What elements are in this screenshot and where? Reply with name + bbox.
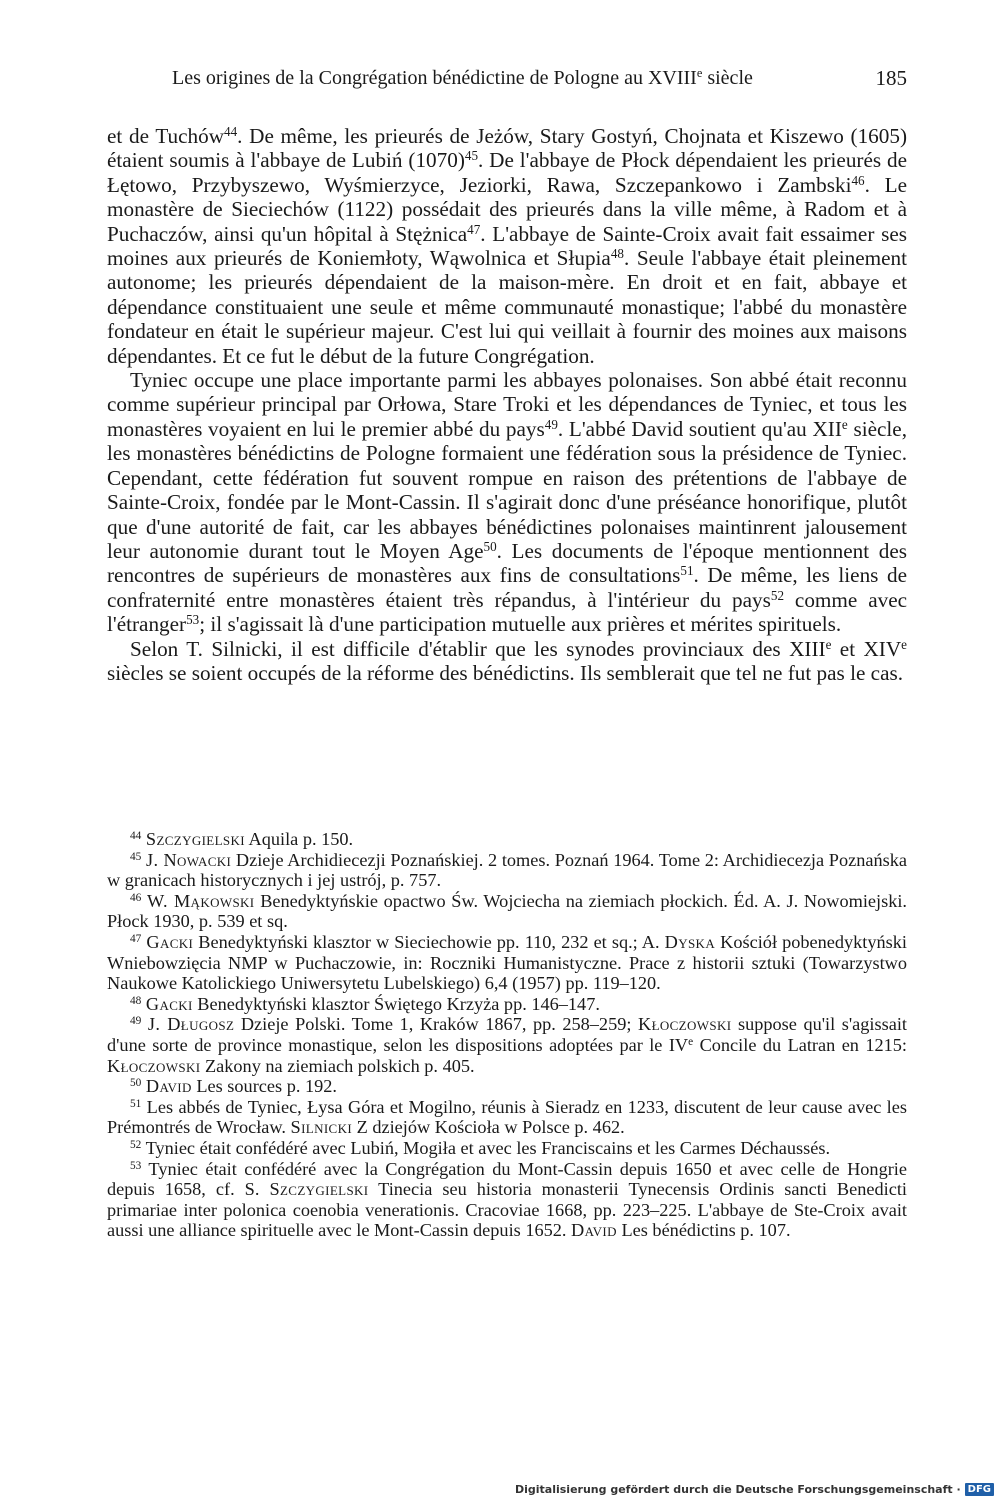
footnote-author: Szczygielski	[145, 829, 245, 849]
p1-text: . De l'abbaye de Płock dépendaient les prieurés de Łętowo, Przybyszewo, Wyśmierzyce, Jeziorki, Rawa, Szczepankowo i Zambski	[107, 148, 907, 197]
paragraph-3	[107, 637, 907, 686]
credit-text: Digitalisierung gefördert durch die Deutsche Forschungsgemeinschaft ·	[514, 1482, 961, 1496]
century-sup: e	[825, 636, 832, 652]
footnote-author: Kłoczowski	[638, 1014, 732, 1035]
footnote-text: Z dziejów Kościoła w Polsce p. 462.	[352, 1117, 625, 1138]
page-number: 185	[875, 66, 907, 90]
footnote-ref-50: 50	[483, 538, 497, 554]
footnote-52	[107, 1138, 907, 1159]
footnote-ref-48: 48	[610, 245, 624, 261]
p1-text: . Seule l'abbaye était pleinement autonome; les prieurés dépendaient de la maison-mère. En droit et en fait, abbaye et dépendance constituaient une seule et même communauté monastique; l'abbé du monastère fondateur en était le supérieur majeur. C'est lui qui veillait à fournir des moines aux maisons dépendantes. Et ce fut le début de la future Congrégation.	[107, 246, 907, 368]
footnote-text: Aquila p. 150.	[244, 829, 354, 849]
running-title-text-end: siècle	[702, 67, 753, 89]
footnote-number: 50	[130, 1076, 142, 1089]
footnote-text: Les sources p. 192.	[191, 1076, 337, 1097]
footnote-48	[107, 994, 907, 1015]
footnote-47	[107, 932, 907, 994]
footnote-author: David	[571, 1220, 617, 1241]
footnote-number: 51	[130, 1097, 142, 1110]
footnote-author: Dyska	[664, 931, 716, 952]
footnote-ref-46: 46	[851, 172, 865, 188]
footnote-ref-53: 53	[186, 611, 200, 627]
footnote-number: 44	[130, 829, 142, 842]
footnote-author: David	[145, 1076, 192, 1097]
p2-text: . De même, les liens de confraternité entre monastères étaient très répandus, à l'intérieur du pays	[107, 563, 907, 612]
footnote-46	[107, 891, 907, 932]
p1-text: et de Tuchów	[107, 124, 225, 148]
digitization-credit	[515, 1480, 994, 1498]
century-sup: e	[841, 416, 848, 432]
footnote-ref-44: 44	[224, 123, 238, 139]
footnote-ref-51: 51	[680, 563, 694, 579]
running-title-sup: e	[696, 66, 703, 81]
p3-text: siècles se soient occupés de la réforme des bénédictins. Ils semblerait que tel ne fut pas le cas.	[107, 660, 904, 685]
footnote-53	[107, 1159, 907, 1241]
footnote-text: Benedyktyński klasztor Świętego Krzyża pp. 146–147.	[192, 993, 600, 1014]
footnote-text: Tinecia seu historia monasterii Tynecensis Ordinis sancti Benedicti primariae inter polonica coenobia venerationis. Cracoviae 1668, pp. 223–225. L'abbaye de Ste-Croix avait aussi une alliance spirituelle avec le Mont-Cassin depuis 1652.	[107, 1179, 907, 1241]
footnote-text: Benedyktyński klasztor w Sieciechowie pp. 110, 232 et sq.; A.	[193, 931, 665, 952]
century-sup: e	[901, 636, 907, 652]
ordinal-sup: e	[688, 1035, 694, 1048]
footnote-text: Tyniec était confédéré avec Lubiń, Mogiła et avec les Franciscains et les Carmes Déchaussés.	[141, 1137, 831, 1158]
paragraph-2	[107, 368, 907, 636]
footnote-author: J. Długosz	[147, 1014, 235, 1035]
footnote-text: Concile du Latran en 1215:	[693, 1034, 908, 1055]
footnote-text: Kościół pobenedyktyński Wniebowzięcia NMP w Puchaczowie, in: Roczniki Humanistyczne. Prace z historii sztuki (Towarzystwo Naukowe Katolickiego Uniwersytetu Lubelskiego) 6,4 (1957) pp. 119–120.	[107, 931, 907, 994]
footnote-number: 45	[130, 850, 142, 863]
footnote-author: J. Nowacki	[146, 849, 232, 870]
footnote-number: 53	[130, 1159, 142, 1172]
footnote-number: 52	[130, 1138, 142, 1151]
footnote-text: Tyniec était confédéré avec la Congrégation du Mont-Cassin depuis 1650 et avec celle de Hongrie depuis 1658, cf. S.	[107, 1158, 907, 1200]
footnote-49	[107, 1014, 907, 1076]
footnote-text: Dzieje Polski. Tome 1, Kraków 1867, pp. 258–259;	[234, 1014, 638, 1035]
body-text	[107, 124, 907, 685]
footnote-51	[107, 1097, 907, 1138]
footnote-text: suppose qu'il s'agissait d'une sorte de province monastique, selon les dispositions adoptées par le IV	[107, 1014, 907, 1055]
p2-text: ; il s'agissait là d'une participation mutuelle aux prières et mérites spirituels.	[199, 612, 842, 637]
footnote-author: Gacki	[145, 993, 193, 1014]
footnotes	[107, 829, 907, 1241]
footnote-author: Kłoczowski	[107, 1055, 201, 1076]
p2-text: Tyniec occupe une place importante parmi les abbayes polonaises. Son abbé était reconnu comme supérieur principal par Orłowa, Stare Troki et les dépendances de Tyniec, et tous les monastères voyaient en lui le premier abbé du pays	[107, 368, 907, 441]
footnote-text: Les bénédictins p. 107.	[616, 1220, 791, 1241]
p2-text: comme avec l'étranger	[107, 587, 908, 637]
footnote-text: Benedyktyńskie opactwo Św. Wojciecha na ziemiach płockich. Éd. A. J. Nowomiejski. Płock 1930, p. 539 et sq.	[107, 890, 907, 932]
footnote-number: 48	[130, 994, 142, 1007]
footnote-ref-47: 47	[467, 221, 481, 237]
footnote-ref-49: 49	[544, 416, 558, 432]
footnote-ref-45: 45	[464, 148, 479, 164]
footnote-text: Zakony na ziemiach polskich p. 405.	[200, 1055, 475, 1076]
footnote-50	[107, 1076, 907, 1097]
dfg-logo-icon: DFG	[965, 1483, 994, 1496]
footnote-author: Szczygielski	[269, 1179, 369, 1200]
p1-text: . L'abbaye de Sainte-Croix avait fait essaimer ses moines aux prieurés de Koniemłoty, Wąwolnica et Słupia	[107, 221, 907, 271]
footnote-number: 49	[130, 1015, 142, 1028]
footnote-text: Les abbés de Tyniec, Łysa Góra et Mogilno, réunis à Sieradz en 1233, discutent de leur cause avec les Prémontrés de Wrocław.	[107, 1096, 907, 1138]
footnote-45	[107, 850, 907, 891]
footnote-44	[107, 829, 907, 850]
footnote-ref-52: 52	[770, 587, 784, 603]
p3-text: et XIV	[831, 636, 902, 661]
p2-text: . Les documents de l'époque mentionnent des rencontres de supérieurs de monastères aux fins de consultations	[107, 538, 907, 588]
p2-text: . L'abbé David soutient qu'au XII	[557, 416, 842, 441]
p1-text: . Le monastère de Sieciechów (1122) possédait des prieurés dans la ville même, à Radom et à Puchaczów, ainsi qu'un hôpital à Stężnica	[107, 172, 907, 246]
paragraph-1	[107, 124, 907, 368]
footnote-author: Gacki	[146, 931, 194, 952]
p3-text: Selon T. Silnicki, il est difficile d'établir que les synodes provinciaux des XIII	[130, 636, 826, 661]
footnote-text: Dzieje Archidiecezji Poznańskiej. 2 tomes. Poznań 1964. Tome 2: Archidiecezja Poznańska w granicach historycznych i jej ustrój, p. 757.	[107, 849, 907, 891]
running-title	[172, 66, 753, 90]
footnote-author: Silnicki	[290, 1117, 353, 1138]
p2-text: siècle, les monastères bénédictins de Pologne formaient une fédération sous la présidence de Tyniec. Cependant, cette fédération fut souvent rompue en raison des prétentions de l'abbaye de Sainte-Croix, fondée par le Mont-Cassin. Il s'agirait donc d'une préséance honorifique, plutôt que d'une autorité de fait, car les abbayes bénédictines polonaises maintinrent jalousement leur autonomie durant tout le Moyen Age	[107, 416, 908, 563]
footnote-number: 46	[130, 891, 142, 904]
footnote-number: 47	[130, 932, 142, 945]
p1-text: . De même, les prieurés de Jeżów, Stary Gostyń, Chojnata et Kiszewo (1605) étaient soumis à l'abbaye de Lubiń (1070)	[107, 124, 907, 173]
running-title-text: Les origines de la Congrégation bénédictine de Pologne au XVIII	[172, 67, 697, 89]
footnote-author: W. Mąkowski	[147, 890, 255, 911]
